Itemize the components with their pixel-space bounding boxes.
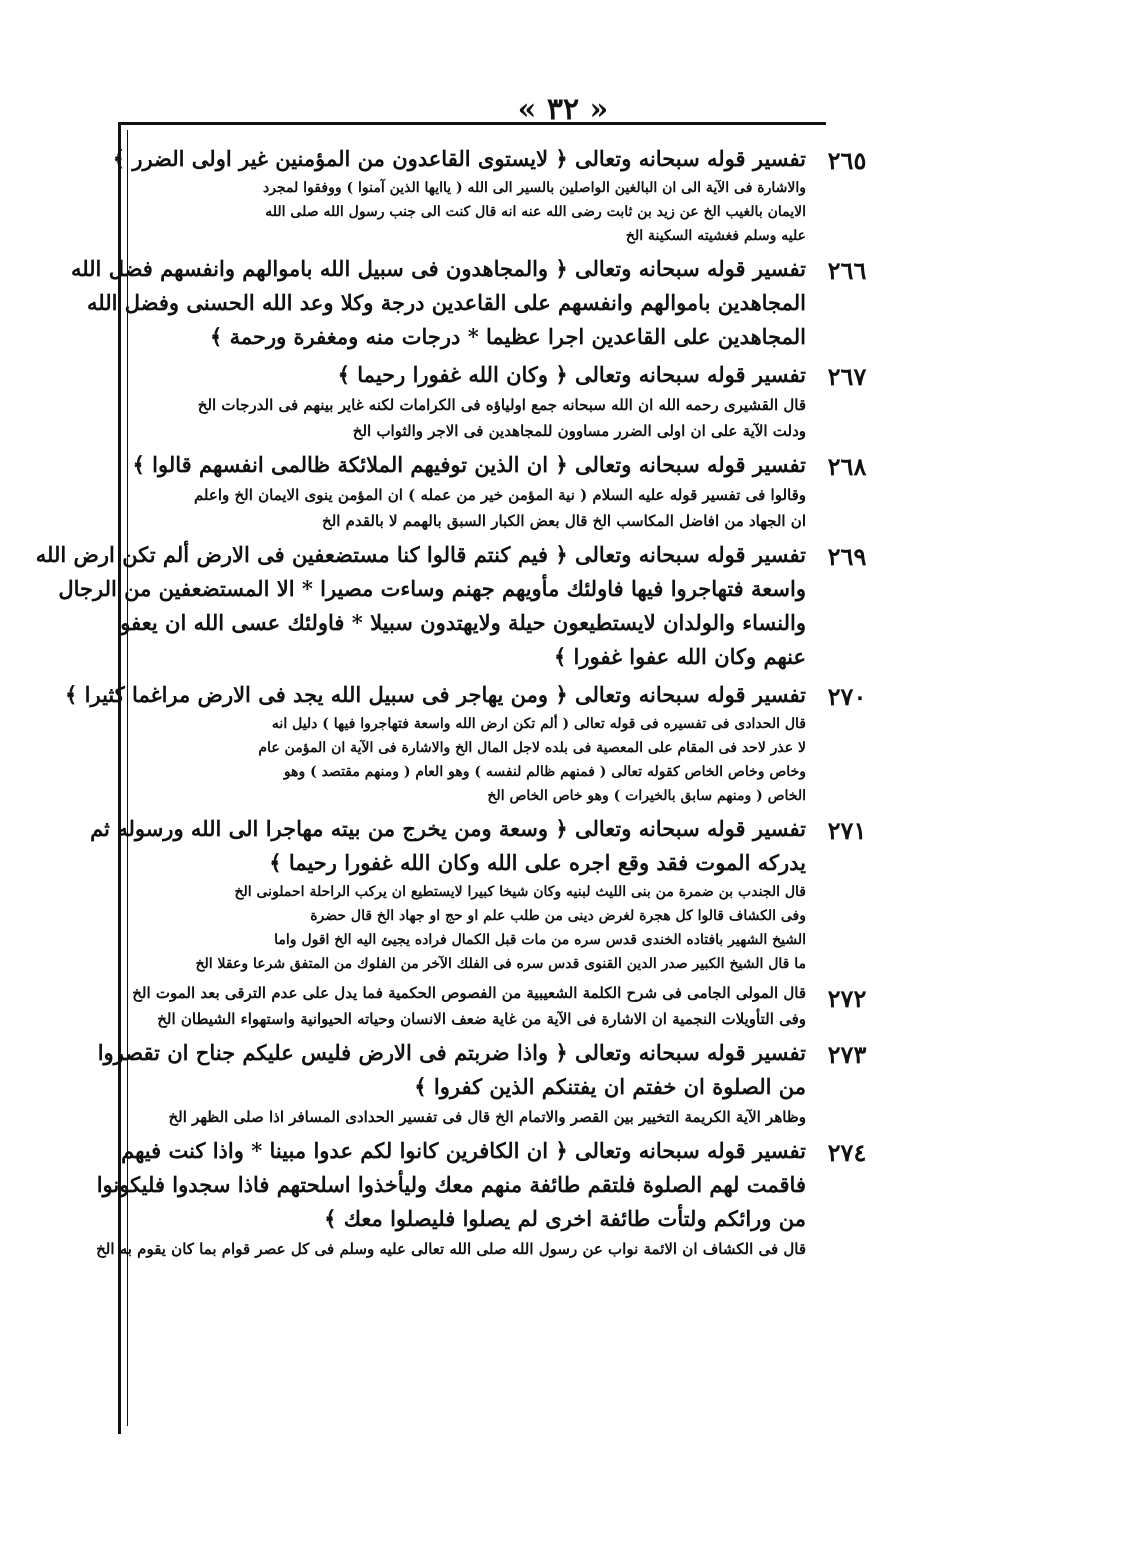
entry-heading bbox=[90, 812, 806, 880]
heading-line: يدركه الموت فقد وقع اجره على الله وكان الله غفورا رحيما ﴾ bbox=[269, 850, 806, 875]
tafsir-entry bbox=[130, 980, 870, 1032]
entry-commentary bbox=[130, 392, 806, 444]
commentary-line: الخاص ( ومنهم سابق بالخيرات ) وهو خاص الخاص الخ bbox=[487, 788, 806, 804]
tafsir-entry bbox=[96, 1134, 870, 1262]
entry-number: ٢٧٤ bbox=[827, 1138, 867, 1167]
commentary-line: ان الجهاد من افاضل المكاسب الخ قال بعض الكبار السبق بالهمم لا بالقدم الخ bbox=[322, 512, 806, 530]
heading-line: من ورائكم ولتأت طائفة اخرى لم يصلوا فليصلوا معك ﴾ bbox=[324, 1206, 806, 1231]
entry-number: ٢٧٣ bbox=[827, 1040, 867, 1069]
commentary-line: وقالوا فى تفسير قوله عليه السلام ( نية المؤمن خير من عمله ) ان المؤمن ينوى الايمان الخ واعلم bbox=[193, 486, 806, 504]
heading-line: واسعة فتهاجروا فيها فاولئك مأويهم جهنم وساءت مصيرا * الا المستضعفين من الرجال bbox=[58, 576, 806, 601]
tafsir-entry bbox=[90, 812, 870, 976]
heading-line: والنساء والولدان لايستطيعون حيلة ولايهتدون سبيلا * فاولئك عسى الله ان يعفو bbox=[120, 610, 806, 635]
tafsir-entry bbox=[112, 142, 870, 248]
heading-line: فاقمت لهم الصلوة فلتقم طائفة منهم معك وليأخذوا اسلحتهم فاذا سجدوا فليكونوا bbox=[96, 1172, 806, 1197]
commentary-line: الايمان بالغيب الخ عن زيد بن ثابت رضى الله عنه انه قال كنت الى جنب رسول الله صلى الله bbox=[265, 204, 806, 220]
heading-line: تفسير قوله سبحانه وتعالى ﴿ ومن يهاجر فى سبيل الله يجد فى الارض مراغما كثيرا ﴾ bbox=[65, 682, 806, 707]
tafsir-entry bbox=[97, 1036, 870, 1130]
entry-number: ٢٧١ bbox=[827, 816, 867, 845]
entry-heading bbox=[35, 538, 806, 674]
commentary-line: قال القشيرى رحمه الله ان الله سبحانه جمع اولياؤه فى الكرامات لكنه غاير بينهم فى الدرجات الخ bbox=[197, 396, 806, 414]
heading-line: تفسير قوله سبحانه وتعالى ﴿ وكان الله غفورا رحيما ﴾ bbox=[337, 362, 806, 387]
commentary-line: قال المولى الجامى فى شرح الكلمة الشعيبية من الفصوص الحكمية فما يدل على عدم الترقى بعد الموت الخ bbox=[132, 984, 806, 1002]
tafsir-entry bbox=[130, 358, 870, 444]
entry-number: ٢٦٦ bbox=[827, 256, 867, 285]
commentary-line: وفى التأويلات النجمية ان الاشارة فى الآية من غاية ضعف الانسان وحياته الحيوانية واستهواء الشيطان الخ bbox=[157, 1010, 806, 1028]
entry-commentary bbox=[130, 712, 806, 808]
entry-heading bbox=[70, 252, 806, 354]
tafsir-entry bbox=[65, 678, 870, 808]
commentary-line: قال فى الكشاف ان الائمة نواب عن رسول الله صلى الله تعالى عليه وسلم فى كل عصر قوام بما كان يقوم به الخ bbox=[96, 1240, 806, 1258]
commentary-line: قال الجندب بن ضمرة من بنى الليث لبنيه وكان شيخا كبيرا لايستطيع ان يركب الراحلة احملونى الخ bbox=[234, 884, 806, 900]
commentary-line: وفى الكشاف قالوا كل هجرة لغرض دينى من طلب علم او حج او جهاد الخ قال حضرة bbox=[310, 908, 806, 924]
entry-commentary bbox=[96, 1236, 806, 1262]
commentary-line: لا عذر لاحد فى المقام على المعصية فى بلده لاجل المال الخ والاشارة فى الآية ان المؤمن عام bbox=[258, 740, 806, 756]
entry-number: ٢٦٨ bbox=[827, 452, 867, 481]
page-number: « ٣٢ » bbox=[517, 92, 609, 127]
entry-number: ٢٦٩ bbox=[827, 542, 867, 571]
heading-line: تفسير قوله سبحانه وتعالى ﴿ واذا ضربتم فى الارض فليس عليكم جناح ان تقصروا bbox=[97, 1040, 806, 1065]
commentary-line: ودلت الآية على ان اولى الضرر مساوون للمجاهدين فى الاجر والثواب الخ bbox=[352, 422, 806, 440]
heading-line: تفسير قوله سبحانه وتعالى ﴿ فيم كنتم قالوا كنا مستضعفين فى الارض ألم تكن ارض الله bbox=[35, 542, 806, 567]
entry-heading bbox=[130, 358, 806, 392]
heading-line: من الصلوة ان خفتم ان يفتنكم الذين كفروا ﴾ bbox=[414, 1074, 806, 1099]
tafsir-entry bbox=[70, 252, 870, 354]
entry-commentary bbox=[130, 980, 806, 1032]
entry-commentary bbox=[130, 176, 806, 248]
entry-heading bbox=[96, 1134, 806, 1236]
heading-line: تفسير قوله سبحانه وتعالى ﴿ ان الكافرين كانوا لكم عدوا مبينا * واذا كنت فيهم bbox=[121, 1138, 806, 1163]
entry-heading bbox=[130, 448, 806, 482]
commentary-line: وظاهر الآية الكريمة التخيير بين القصر والاتمام الخ قال فى تفسير الحدادى المسافر اذا صلى الظهر الخ bbox=[168, 1108, 806, 1126]
entry-number: ٢٦٧ bbox=[827, 362, 867, 391]
entry-heading bbox=[65, 678, 806, 712]
heading-line: المجاهدين على القاعدين اجرا عظيما * درجات منه ومغفرة ورحمة ﴾ bbox=[209, 324, 806, 349]
heading-line: المجاهدين باموالهم وانفسهم على القاعدين درجة وكلا وعد الله الحسنى وفضل الله bbox=[86, 290, 806, 315]
entry-number: ٢٧٢ bbox=[827, 984, 867, 1013]
commentary-line: ما قال الشيخ الكبير صدر الدين القنوى قدس سره فى الفلك الآخر من الفلوك من المتفق شرعا وعقلا الخ bbox=[195, 956, 806, 972]
tafsir-entry bbox=[130, 448, 870, 534]
tafsir-entry bbox=[35, 538, 870, 674]
heading-line: تفسير قوله سبحانه وتعالى ﴿ لايستوى القاعدون من المؤمنين غير اولى الضرر ﴾ bbox=[112, 146, 806, 171]
commentary-line: قال الحدادى فى تفسيره فى قوله تعالى ( ألم تكن ارض الله واسعة فتهاجروا فيها ) دليل انه bbox=[271, 716, 806, 732]
entry-heading bbox=[97, 1036, 806, 1104]
commentary-line: عليه وسلم فغشيته السكينة الخ bbox=[625, 228, 806, 244]
heading-line: تفسير قوله سبحانه وتعالى ﴿ ان الذين توفيهم الملائكة ظالمى انفسهم قالوا ﴾ bbox=[132, 452, 806, 477]
entry-commentary bbox=[130, 1104, 806, 1130]
page-content bbox=[35, 142, 870, 1266]
commentary-line: الشيخ الشهير بافتاده الخندى قدس سره من مات قبل الكمال فراده يجيئ اليه الخ اقول واما bbox=[274, 932, 806, 948]
entry-heading bbox=[112, 142, 806, 176]
entry-number: ٢٧٠ bbox=[827, 682, 867, 711]
commentary-line: والاشارة فى الآية الى ان البالغين الواصلين بالسير الى الله ( ياايها الذين آمنوا ) ووفقوا لمجرد bbox=[262, 180, 806, 196]
entry-commentary bbox=[130, 880, 806, 976]
entry-number: ٢٦٥ bbox=[827, 146, 867, 175]
heading-line: تفسير قوله سبحانه وتعالى ﴿ والمجاهدون فى سبيل الله باموالهم وانفسهم فضل الله bbox=[70, 256, 806, 281]
entry-commentary bbox=[130, 482, 806, 534]
commentary-line: وخاص وخاص الخاص كقوله تعالى ( فمنهم ظالم لنفسه ) وهو العام ( ومنهم مقتصد ) وهو bbox=[283, 764, 806, 780]
heading-line: تفسير قوله سبحانه وتعالى ﴿ وسعة ومن يخرج من بيته مهاجرا الى الله ورسوله ثم bbox=[90, 816, 806, 841]
heading-line: عنهم وكان الله عفوا غفورا ﴾ bbox=[553, 644, 806, 669]
